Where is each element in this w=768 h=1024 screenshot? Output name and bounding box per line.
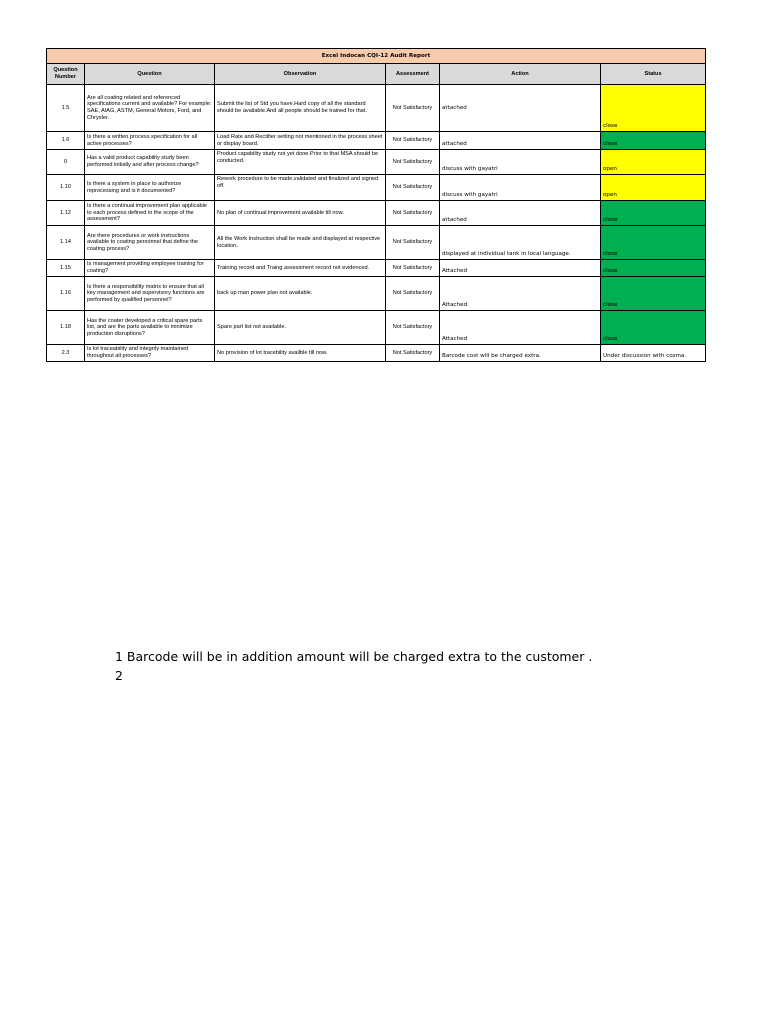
footnote-2: 2: [115, 668, 123, 683]
observation-cell: No plan of continual improvement available till now.: [215, 201, 386, 226]
report-body: [47, 85, 706, 362]
status-cell: open: [601, 175, 706, 201]
question-number-cell: 1.5: [47, 85, 85, 132]
question-number-cell: 1.10: [47, 175, 85, 201]
header-observation: Observation: [215, 64, 386, 85]
assessment-cell: Not Satisfactory: [386, 311, 440, 345]
action-cell: discuss with gayatri: [440, 175, 601, 201]
observation-cell: Rework procedure to be made,validated and finalized and signed off.: [215, 175, 386, 201]
action-cell: Attached: [440, 277, 601, 311]
report-title: Excel Indocan CQI-12 Audit Report: [47, 49, 706, 64]
status-cell: close: [601, 311, 706, 345]
assessment-cell: Not Satisfactory: [386, 175, 440, 201]
table-row: [47, 345, 706, 362]
action-cell: Attached: [440, 260, 601, 277]
status-cell: close: [601, 277, 706, 311]
question-cell: Is management providing employee training for coating?: [85, 260, 215, 277]
assessment-cell: Not Satisfactory: [386, 132, 440, 150]
assessment-cell: Not Satisfactory: [386, 201, 440, 226]
table-row: [47, 175, 706, 201]
assessment-cell: Not Satisfactory: [386, 260, 440, 277]
table-row: [47, 311, 706, 345]
observation-cell: Training record and Traing assessment record not evidenced.: [215, 260, 386, 277]
observation-cell: All the Work Instruction shall be made and displayed at respective location.: [215, 226, 386, 260]
action-cell: Barcode cost will be charged extra.: [440, 345, 601, 362]
observation-cell: Submit the list of Std you have.Hard copy of all the standard should be available.And all people should be trained for that.: [215, 85, 386, 132]
status-cell: close: [601, 260, 706, 277]
audit-report-table: [46, 48, 706, 362]
table-row: [47, 201, 706, 226]
action-cell: attached: [440, 85, 601, 132]
question-cell: Are there procedures or work instructions available to coating personnel that define the coating process?: [85, 226, 215, 260]
question-number-cell: 0: [47, 150, 85, 175]
action-cell: attached: [440, 132, 601, 150]
status-cell: close: [601, 226, 706, 260]
action-cell: attached: [440, 201, 601, 226]
question-cell: Are all coating related and referenced specifications current and available? For example: SAE, AIAG, ASTM, General Motors, Ford, and Chrysler.: [85, 85, 215, 132]
status-cell: open: [601, 150, 706, 175]
observation-cell: Spare part list not available.: [215, 311, 386, 345]
question-number-cell: 1.14: [47, 226, 85, 260]
header-question-number: Question Number: [47, 64, 85, 85]
observation-cell: No provision of lot tracebility availble till now.: [215, 345, 386, 362]
table-row: [47, 132, 706, 150]
question-cell: Is there a written process specification for all active processes?: [85, 132, 215, 150]
question-cell: Has a valid product capability study been performed initially and after process change?: [85, 150, 215, 175]
question-number-cell: 1.12: [47, 201, 85, 226]
assessment-cell: Not Satisfactory: [386, 345, 440, 362]
assessment-cell: Not Satisfactory: [386, 150, 440, 175]
header-status: Status: [601, 64, 706, 85]
header-question: Question: [85, 64, 215, 85]
table-row: [47, 226, 706, 260]
footnote-1: 1 Barcode will be in addition amount will be charged extra to the customer .: [115, 649, 593, 664]
action-cell: discuss with gayatri: [440, 150, 601, 175]
observation-cell: Load Rate and Rectifier setting not mentioned in the process sheet or display board.: [215, 132, 386, 150]
assessment-cell: Not Satisfactory: [386, 85, 440, 132]
observation-cell: Product capability study not yet done.Prior to that MSA should be conducted.: [215, 150, 386, 175]
status-cell: close: [601, 85, 706, 132]
table-row: [47, 260, 706, 277]
question-cell: Is there a system in place to authorize reprocessing and is it documented?: [85, 175, 215, 201]
table-row: [47, 85, 706, 132]
question-cell: Is lot traceability and integrity maintained throughout all processes?: [85, 345, 215, 362]
header-action: Action: [440, 64, 601, 85]
question-number-cell: 1.16: [47, 277, 85, 311]
assessment-cell: Not Satisfactory: [386, 226, 440, 260]
table-row: [47, 277, 706, 311]
question-cell: Is there a continual improvement plan applicable to each process defined in the scope of the assessment?: [85, 201, 215, 226]
status-cell: close: [601, 201, 706, 226]
status-cell: Under discussion with cosma.: [601, 345, 706, 362]
status-cell: close: [601, 132, 706, 150]
question-number-cell: 1.18: [47, 311, 85, 345]
header-assessment: Assessment: [386, 64, 440, 85]
observation-cell: back up man power plan not available.: [215, 277, 386, 311]
question-number-cell: 2.3: [47, 345, 85, 362]
assessment-cell: Not Satisfactory: [386, 277, 440, 311]
action-cell: displayed at individual tank in local language.: [440, 226, 601, 260]
question-number-cell: 1.6: [47, 132, 85, 150]
table-row: [47, 150, 706, 175]
action-cell: Attached: [440, 311, 601, 345]
question-number-cell: 1.15: [47, 260, 85, 277]
question-cell: Has the coater developed a critical spare parts list, and are the parts available to minimize production disruptions?: [85, 311, 215, 345]
question-cell: Is there a responsibility matrix to ensure that all key management and supervisory functions are performed by qualified personnel?: [85, 277, 215, 311]
